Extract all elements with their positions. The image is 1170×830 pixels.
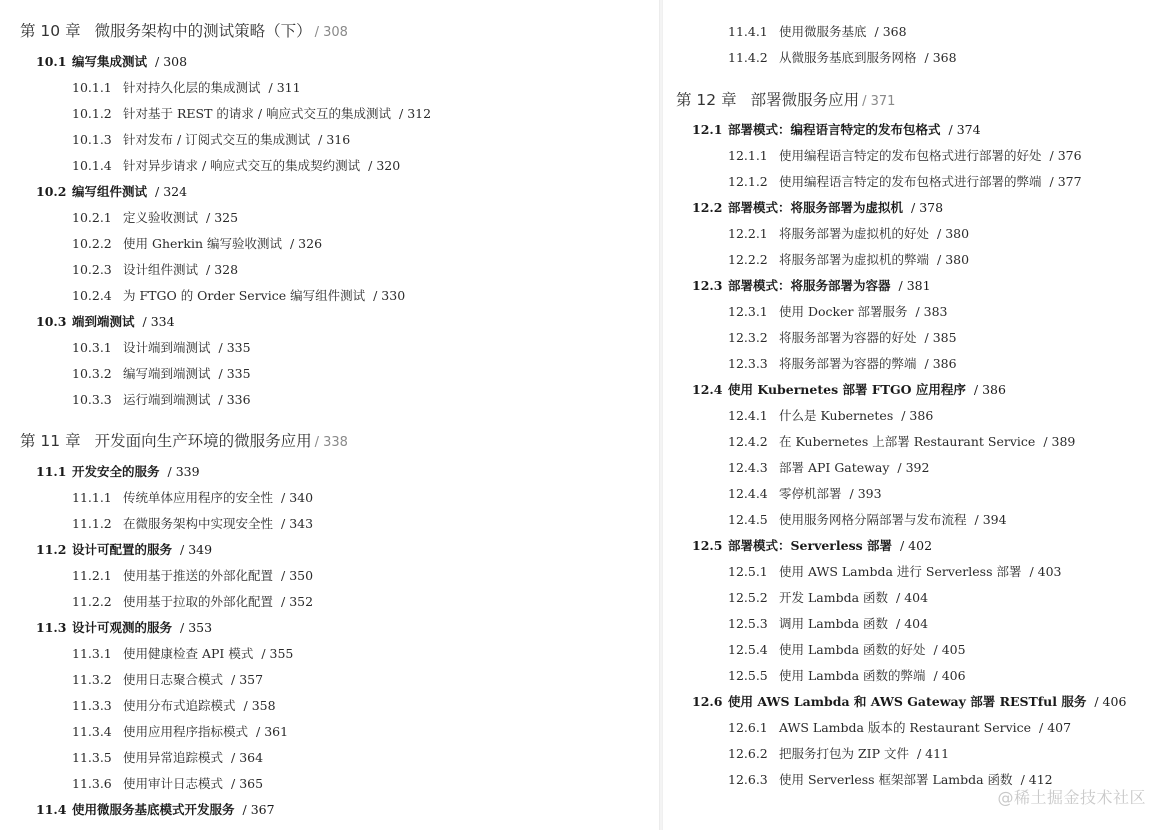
toc-entry-number: 11.1.1: [72, 490, 112, 505]
toc-entry-title: 设计可观测的服务: [72, 620, 173, 635]
toc-entry-page: / 350: [281, 568, 314, 583]
toc-entry-number: 12.5.4: [728, 642, 768, 657]
toc-entry-number: 11.4.2: [728, 50, 768, 65]
toc-entry-number: 12.3.2: [728, 330, 768, 345]
toc-section-entry: [692, 124, 981, 137]
toc-entry-page: / 406: [933, 668, 966, 683]
toc-entry-title: 把服务打包为 ZIP 文件: [779, 746, 909, 761]
toc-entry-page: / 365: [231, 776, 264, 791]
toc-sub-entry: [72, 674, 263, 687]
toc-entry-title: 微服务架构中的测试策略（下）: [94, 22, 312, 40]
toc-entry-page: / 338: [314, 435, 348, 450]
toc-entry-page: / 376: [1049, 148, 1082, 163]
toc-entry-title: 编写组件测试: [72, 184, 148, 199]
toc-entry-number: 11.1: [36, 464, 67, 479]
toc-entry-number: 11.4.1: [728, 24, 768, 39]
toc-sub-entry: [728, 670, 966, 683]
toc-entry-title: 使用分布式追踪模式: [123, 698, 236, 713]
toc-entry-number: 12.1.1: [728, 148, 768, 163]
toc-entry-page: / 389: [1043, 434, 1076, 449]
toc-entry-page: / 320: [368, 158, 401, 173]
toc-entry-title: 针对异步请求 / 响应式交互的集成契约测试: [123, 158, 361, 173]
toc-sub-entry: [72, 368, 251, 381]
toc-entry-page: / 361: [256, 724, 289, 739]
toc-entry-page: / 336: [218, 392, 251, 407]
toc-chapter-entry: [20, 434, 348, 450]
toc-entry-page: / 312: [399, 106, 432, 121]
toc-sub-entry: [728, 26, 907, 39]
toc-entry-title: 在 Kubernetes 上部署 Restaurant Service: [779, 434, 1036, 449]
toc-entry-number: 10.2.1: [72, 210, 112, 225]
toc-entry-number: 12.4.2: [728, 434, 768, 449]
toc-entry-page: / 364: [231, 750, 264, 765]
toc-entry-title: 将服务部署为容器的好处: [779, 330, 917, 345]
toc-entry-number: 11.1.2: [72, 516, 112, 531]
toc-entry-title: 使用 Serverless 框架部署 Lambda 函数: [779, 772, 1013, 787]
toc-sub-entry: [728, 566, 1062, 579]
toc-entry-page: / 340: [281, 490, 314, 505]
toc-entry-title: 使用编程语言特定的发布包格式进行部署的弊端: [779, 174, 1042, 189]
toc-section-entry: [692, 696, 1126, 709]
toc-entry-page: / 308: [155, 54, 188, 69]
toc-section-entry: [692, 280, 931, 293]
toc-entry-page: / 404: [896, 590, 929, 605]
toc-sub-entry: [72, 752, 263, 765]
toc-entry-number: 10.1.1: [72, 80, 112, 95]
toc-sub-entry: [72, 290, 405, 303]
toc-entry-number: 12.4: [692, 382, 723, 397]
toc-entry-title: AWS Lambda 版本的 Restaurant Service: [779, 720, 1032, 735]
toc-entry-title: 运行端到端测试: [123, 392, 211, 407]
toc-entry-number: 11.3.1: [72, 646, 112, 661]
toc-entry-page: / 393: [849, 486, 882, 501]
toc-section-entry: [36, 804, 275, 817]
toc-section-entry: [36, 316, 175, 329]
toc-entry-title: 部署微服务应用: [750, 91, 860, 109]
toc-entry-title: 部署 API Gateway: [779, 460, 890, 475]
toc-entry-page: / 368: [874, 24, 907, 39]
toc-sub-entry: [728, 514, 1007, 527]
toc-entry-page: / 324: [155, 184, 188, 199]
toc-entry-title: 调用 Lambda 函数: [779, 616, 889, 631]
toc-entry-number: 11.3.3: [72, 698, 112, 713]
toc-entry-page: / 357: [231, 672, 264, 687]
toc-entry-number: 12.4.4: [728, 486, 768, 501]
toc-entry-title: 使用 Kubernetes 部署 FTGO 应用程序: [728, 382, 966, 397]
toc-entry-page: / 355: [261, 646, 294, 661]
toc-sub-entry: [728, 254, 969, 267]
toc-entry-page: / 311: [268, 80, 301, 95]
toc-sub-entry: [72, 700, 276, 713]
toc-section-entry: [36, 466, 200, 479]
toc-entry-page: / 402: [900, 538, 933, 553]
toc-sub-entry: [72, 82, 301, 95]
toc-entry-title: 从微服务基底到服务网格: [779, 50, 917, 65]
toc-sub-entry: [728, 358, 957, 371]
toc-entry-number: 10.1: [36, 54, 67, 69]
toc-entry-page: / 380: [937, 252, 970, 267]
toc-sub-entry: [72, 648, 293, 661]
toc-sub-entry: [72, 394, 251, 407]
toc-sub-entry: [728, 436, 1075, 449]
toc-chapter-entry: [676, 93, 895, 109]
toc-entry-number: 12.1.2: [728, 174, 768, 189]
toc-sub-entry: [72, 778, 263, 791]
toc-entry-number: 10.3.1: [72, 340, 112, 355]
toc-entry-page: / 316: [318, 132, 351, 147]
toc-sub-entry: [72, 342, 251, 355]
toc-entry-page: / 405: [933, 642, 966, 657]
toc-entry-page: / 383: [915, 304, 948, 319]
toc-entry-page: / 377: [1049, 174, 1082, 189]
toc-entry-page: / 378: [911, 200, 944, 215]
watermark: @稀土掘金技术社区: [997, 788, 1146, 807]
toc-sub-entry: [728, 488, 882, 501]
toc-entry-title: 使用 Gherkin 编写验收测试: [123, 236, 282, 251]
toc-entry-page: / 368: [924, 50, 957, 65]
toc-sub-entry: [728, 618, 928, 631]
toc-entry-title: 端到端测试: [72, 314, 135, 329]
toc-entry-number: 12.2.2: [728, 252, 768, 267]
toc-sub-entry: [728, 748, 949, 761]
toc-entry-number: 12.5: [692, 538, 723, 553]
toc-entry-number: 10.1.3: [72, 132, 112, 147]
toc-entry-number: 12.5.5: [728, 668, 768, 683]
toc-entry-number: 11.3.5: [72, 750, 112, 765]
toc-sub-entry: [728, 52, 957, 65]
toc-section-entry: [36, 56, 187, 69]
toc-entry-page: / 334: [142, 314, 175, 329]
toc-entry-title: 部署模式：将服务部署为虚拟机: [728, 200, 904, 215]
toc-entry-title: 定义验收测试: [123, 210, 199, 225]
toc-entry-page: / 325: [206, 210, 239, 225]
toc-entry-page: / 386: [901, 408, 934, 423]
toc-entry-page: / 411: [916, 746, 950, 761]
toc-entry-title: 开发面向生产环境的微服务应用: [94, 432, 312, 450]
toc-chapter-entry: [20, 24, 348, 40]
toc-entry-title: 使用微服务基底模式开发服务: [72, 802, 235, 817]
toc-entry-title: 部署模式：编程语言特定的发布包格式: [728, 122, 941, 137]
toc-entry-title: 使用服务网格分隔部署与发布流程: [779, 512, 967, 527]
toc-entry-number: 第 12 章: [676, 91, 737, 109]
toc-entry-title: 编写集成测试: [72, 54, 148, 69]
toc-entry-title: 针对发布 / 订阅式交互的集成测试: [123, 132, 311, 147]
toc-entry-title: 使用 Lambda 函数的好处: [779, 642, 926, 657]
toc-entry-page: / 403: [1029, 564, 1062, 579]
toc-sub-entry: [728, 306, 948, 319]
toc-entry-number: 12.4.5: [728, 512, 768, 527]
toc-sub-entry: [728, 410, 933, 423]
toc-entry-title: 使用微服务基底: [779, 24, 867, 39]
toc-entry-page: / 394: [974, 512, 1007, 527]
toc-entry-title: 使用 Lambda 函数的弊端: [779, 668, 926, 683]
toc-entry-title: 将服务部署为虚拟机的弊端: [779, 252, 930, 267]
toc-entry-number: 10.1.2: [72, 106, 112, 121]
toc-entry-number: 12.6.3: [728, 772, 768, 787]
toc-sub-entry: [72, 238, 322, 251]
toc-entry-title: 使用编程语言特定的发布包格式进行部署的好处: [779, 148, 1042, 163]
toc-entry-title: 使用 AWS Lambda 进行 Serverless 部署: [779, 564, 1022, 579]
toc-entry-title: 使用日志聚合模式: [123, 672, 224, 687]
toc-entry-page: / 380: [937, 226, 970, 241]
toc-entry-page: / 367: [242, 802, 275, 817]
toc-entry-number: 12.6.1: [728, 720, 768, 735]
toc-entry-page: / 330: [373, 288, 406, 303]
toc-entry-title: 针对持久化层的集成测试: [123, 80, 261, 95]
toc-sub-entry: [728, 150, 1082, 163]
toc-entry-number: 12.4.3: [728, 460, 768, 475]
toc-entry-title: 开发 Lambda 函数: [779, 590, 889, 605]
toc-sub-entry: [72, 570, 313, 583]
toc-entry-title: 将服务部署为容器的弊端: [779, 356, 917, 371]
toc-sub-entry: [72, 264, 238, 277]
toc-right-page: [662, 0, 1170, 830]
toc-entry-page: / 386: [924, 356, 957, 371]
toc-entry-number: 12.2: [692, 200, 723, 215]
toc-entry-title: 传统单体应用程序的安全性: [123, 490, 274, 505]
toc-entry-title: 使用基于推送的外部化配置: [123, 568, 274, 583]
toc-entry-number: 11.3: [36, 620, 67, 635]
toc-entry-number: 11.2.2: [72, 594, 112, 609]
toc-sub-entry: [728, 722, 1071, 735]
toc-entry-number: 12.2.1: [728, 226, 768, 241]
toc-entry-page: / 407: [1039, 720, 1072, 735]
toc-sub-entry: [72, 518, 313, 531]
toc-entry-number: 10.3.2: [72, 366, 112, 381]
toc-entry-number: 12.3.1: [728, 304, 768, 319]
toc-sub-entry: [72, 726, 288, 739]
toc-entry-number: 11.2.1: [72, 568, 112, 583]
toc-entry-title: 为 FTGO 的 Order Service 编写组件测试: [123, 288, 366, 303]
toc-entry-page: / 352: [281, 594, 314, 609]
toc-entry-number: 10.2: [36, 184, 67, 199]
toc-section-entry: [36, 622, 212, 635]
toc-entry-title: 部署模式：将服务部署为容器: [728, 278, 891, 293]
toc-entry-number: 11.3.4: [72, 724, 112, 739]
toc-entry-title: 使用基于拉取的外部化配置: [123, 594, 274, 609]
toc-entry-page: / 326: [289, 236, 323, 251]
toc-entry-title: 使用 Docker 部署服务: [779, 304, 908, 319]
toc-entry-number: 12.3: [692, 278, 723, 293]
toc-sub-entry: [72, 108, 431, 121]
toc-entry-page: / 335: [218, 366, 251, 381]
toc-entry-page: / 358: [243, 698, 276, 713]
toc-section-entry: [36, 544, 212, 557]
toc-entry-title: 使用 AWS Lambda 和 AWS Gateway 部署 RESTful 服务: [728, 694, 1087, 709]
toc-sub-entry: [728, 462, 929, 475]
toc-entry-number: 10.2.3: [72, 262, 112, 277]
toc-entry-title: 什么是 Kubernetes: [779, 408, 894, 423]
toc-entry-title: 将服务部署为虚拟机的好处: [779, 226, 930, 241]
toc-entry-number: 11.2: [36, 542, 67, 557]
toc-entry-page: / 349: [180, 542, 213, 557]
toc-entry-title: 使用审计日志模式: [123, 776, 224, 791]
toc-entry-number: 12.5.3: [728, 616, 768, 631]
toc-sub-entry: [728, 176, 1082, 189]
toc-entry-number: 12.1: [692, 122, 723, 137]
toc-entry-page: / 343: [281, 516, 314, 531]
toc-entry-title: 使用异常追踪模式: [123, 750, 224, 765]
toc-entry-page: / 386: [973, 382, 1006, 397]
toc-entry-page: / 404: [896, 616, 929, 631]
toc-entry-number: 10.2.2: [72, 236, 112, 251]
toc-entry-number: 11.3.6: [72, 776, 112, 791]
toc-entry-title: 零停机部署: [779, 486, 842, 501]
toc-sub-entry: [72, 160, 400, 173]
toc-sub-entry: [72, 492, 313, 505]
toc-entry-page: / 339: [167, 464, 200, 479]
toc-entry-number: 12.4.1: [728, 408, 768, 423]
toc-entry-title: 编写端到端测试: [123, 366, 211, 381]
toc-entry-number: 12.6.2: [728, 746, 768, 761]
toc-entry-title: 设计端到端测试: [123, 340, 211, 355]
toc-entry-title: 使用应用程序指标模式: [123, 724, 249, 739]
toc-entry-page: / 308: [314, 25, 348, 40]
toc-section-entry: [692, 384, 1006, 397]
toc-entry-number: 10.2.4: [72, 288, 112, 303]
toc-entry-page: / 381: [898, 278, 931, 293]
toc-sub-entry: [72, 596, 313, 609]
toc-entry-number: 10.3.3: [72, 392, 112, 407]
toc-entry-title: 设计组件测试: [123, 262, 199, 277]
toc-entry-page: / 335: [218, 340, 251, 355]
toc-section-entry: [36, 186, 187, 199]
toc-entry-title: 设计可配置的服务: [72, 542, 173, 557]
toc-sub-entry: [728, 644, 966, 657]
toc-section-entry: [692, 540, 932, 553]
toc-sub-entry: [72, 134, 350, 147]
toc-entry-page: / 328: [206, 262, 239, 277]
toc-entry-title: 部署模式：Serverless 部署: [728, 538, 892, 553]
toc-sub-entry: [728, 592, 928, 605]
toc-entry-title: 使用健康检查 API 模式: [123, 646, 254, 661]
toc-entry-page: / 374: [948, 122, 981, 137]
toc-entry-number: 10.3: [36, 314, 67, 329]
toc-entry-number: 第 10 章: [20, 22, 81, 40]
toc-entry-number: 12.3.3: [728, 356, 768, 371]
toc-sub-entry: [728, 332, 957, 345]
toc-entry-title: 针对基于 REST 的请求 / 响应式交互的集成测试: [123, 106, 392, 121]
toc-entry-page: / 392: [897, 460, 930, 475]
toc-entry-number: 12.5.2: [728, 590, 768, 605]
toc-entry-number: 12.5.1: [728, 564, 768, 579]
toc-entry-number: 11.4: [36, 802, 67, 817]
toc-sub-entry: [72, 212, 238, 225]
toc-sub-entry: [728, 228, 969, 241]
toc-entry-page: / 406: [1094, 694, 1127, 709]
toc-entry-number: 10.1.4: [72, 158, 112, 173]
toc-entry-page: / 412: [1020, 772, 1053, 787]
toc-entry-title: 在微服务架构中实现安全性: [123, 516, 274, 531]
toc-entry-number: 11.3.2: [72, 672, 112, 687]
toc-entry-page: / 371: [862, 94, 896, 109]
toc-entry-page: / 353: [180, 620, 213, 635]
toc-entry-number: 12.6: [692, 694, 723, 709]
toc-entry-number: 第 11 章: [20, 432, 81, 450]
toc-section-entry: [692, 202, 943, 215]
toc-entry-title: 开发安全的服务: [72, 464, 160, 479]
toc-entry-page: / 385: [924, 330, 957, 345]
